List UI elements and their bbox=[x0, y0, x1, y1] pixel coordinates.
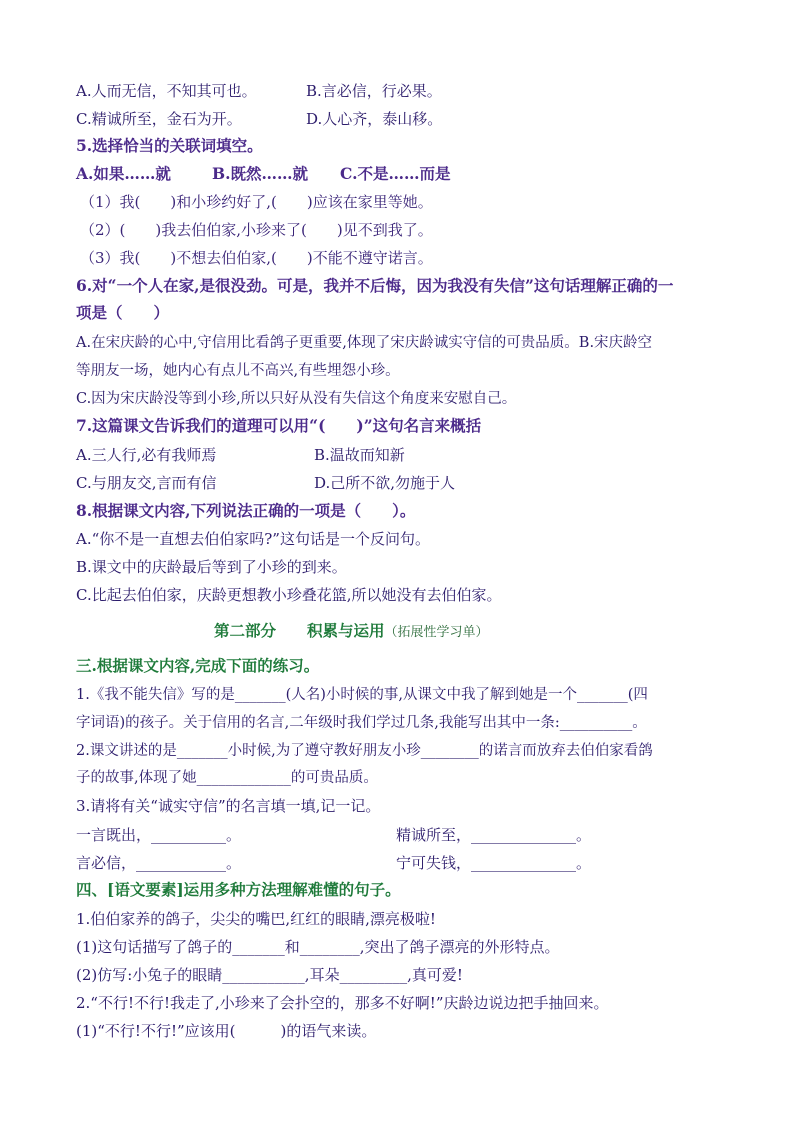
part2-heading-text: 第二部分 积累与运用 bbox=[214, 621, 385, 640]
q4-option-a: A.人而无信，不知其可也。 bbox=[76, 82, 257, 100]
q8-option-a: A.“你不是一直想去伯伯家吗?”这句话是一个反问句。 bbox=[76, 530, 430, 548]
section4-line-5: (1)“不行!不行!”应该用( )的语气来读。 bbox=[76, 1022, 377, 1040]
q6-title-line1: 6.对“一个人在家,是很没劲。可是，我并不后悔，因为我没有失信”这句话理解正确的一 bbox=[76, 276, 674, 295]
q6-title-line2: 项是（ ） bbox=[76, 303, 170, 322]
q6-option-a-line2: 等朋友一场，她内心有点儿不高兴,有些埋怨小珍。 bbox=[76, 363, 400, 379]
q4-option-d: D.人心齐，泰山移。 bbox=[306, 110, 443, 128]
q5-title: 5.选择恰当的关联词填空。 bbox=[76, 136, 263, 155]
section3-line-2a: 2.课文讲述的是_______小时候,为了遵守教好朋友小珍________的诺言而放弃去伯伯家看鸽 bbox=[76, 743, 653, 759]
motto-blank-1: 一言既出，__________。 bbox=[76, 826, 242, 844]
section3-line-1a: 1.《我不能失信》写的是_______(人名)小时候的事,从课文中我了解到她是一个_______(四 bbox=[76, 687, 648, 703]
section4-line-4: 2.“不行!不行!我走了,小珍来了会扑空的，那多不好啊!”庆龄边说边把手抽回来。 bbox=[76, 994, 609, 1012]
q5-option-a: A.如果……就 bbox=[76, 164, 171, 183]
q4-option-b: B.言必信，行必果。 bbox=[306, 82, 442, 100]
motto-blank-2: 精诚所至，______________。 bbox=[396, 826, 592, 844]
q7-option-d: D.己所不欲,勿施于人 bbox=[314, 474, 456, 492]
section4-line-3: (2)仿写:小兔子的眼睛___________,耳朵_________,真可爱! bbox=[76, 966, 463, 984]
section3-line-2b: 子的故事,体现了她_____________的可贵品质。 bbox=[76, 770, 378, 786]
q5-item-1: （1）我( )和小珍约好了,( )应该在家里等她。 bbox=[80, 193, 433, 211]
q8-option-b: B.课文中的庆龄最后等到了小珍的到来。 bbox=[76, 558, 347, 576]
section4-title: 四、[语文要素]运用多种方法理解难懂的句子。 bbox=[76, 880, 401, 899]
section3-title: 三.根据课文内容,完成下面的练习。 bbox=[76, 656, 320, 675]
q7-option-b: B.温故而知新 bbox=[314, 446, 405, 464]
part2-heading bbox=[214, 621, 489, 643]
section3-line-3: 3.请将有关“诚实守信”的名言填一填,记一记。 bbox=[76, 797, 381, 815]
motto-blank-3: 言必信，____________。 bbox=[76, 854, 242, 872]
section3-line-1b: 字词语)的孩子。关于信用的名言,二年级时我们学过几条,我能写出其中一条:__________。 bbox=[76, 715, 647, 731]
q7-title: 7.这篇课文告诉我们的道理可以用“( )”这句名言来概括 bbox=[76, 416, 482, 435]
part2-subheading: （拓展性学习单） bbox=[384, 625, 489, 640]
q4-option-c: C.精诚所至，金石为开。 bbox=[76, 110, 242, 128]
q7-option-c: C.与朋友交,言而有信 bbox=[76, 474, 217, 492]
q8-title: 8.根据课文内容,下列说法正确的一项是（ ）。 bbox=[76, 501, 416, 520]
q7-option-a: A.三人行,必有我师焉 bbox=[76, 446, 217, 464]
q5-option-c: C.不是……而是 bbox=[340, 164, 451, 183]
motto-blank-4: 宁可失钱，______________。 bbox=[396, 854, 592, 872]
section4-line-2: (1)这句话描写了鸽子的_______和________,突出了鸽子漂亮的外形特点。 bbox=[76, 938, 560, 956]
q5-item-3: （3）我( )不想去伯伯家,( )不能不遵守诺言。 bbox=[80, 249, 433, 267]
q6-option-c: C.因为宋庆龄没等到小珍,所以只好从没有失信这个角度来安慰自己。 bbox=[76, 391, 517, 407]
q8-option-c: C.比起去伯伯家，庆龄更想教小珍叠花篮,所以她没有去伯伯家。 bbox=[76, 586, 502, 604]
q6-option-a-line1: A.在宋庆龄的心中,守信用比看鸽子更重要,体现了宋庆龄诚实守信的可贵品质。B.宋庆龄空 bbox=[76, 335, 653, 351]
q5-option-b: B.既然……就 bbox=[212, 164, 308, 183]
section4-line-1: 1.伯伯家养的鸽子，尖尖的嘴巴,红红的眼睛,漂亮极啦! bbox=[76, 910, 436, 928]
q5-item-2: （2）( )我去伯伯家,小珍来了( )见不到我了。 bbox=[80, 221, 433, 239]
